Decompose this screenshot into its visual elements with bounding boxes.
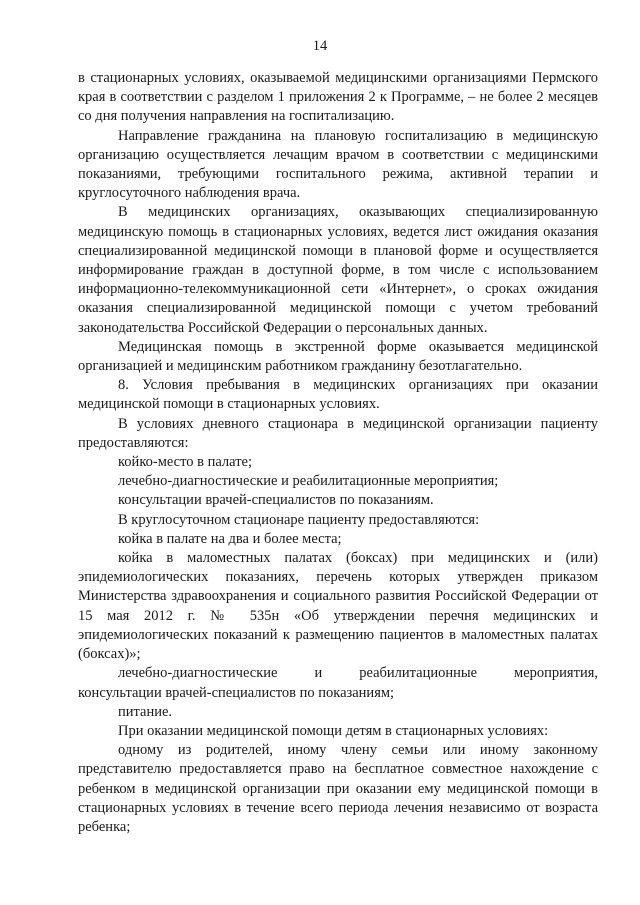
paragraph: 8. Условия пребывания в медицинских организациях при оказании медицинской помощи в стационарных условиях.	[78, 377, 598, 413]
paragraph: койко-место в палате;	[118, 454, 253, 471]
paragraph: При оказании медицинской помощи детям в стационарных условиях:	[118, 722, 549, 739]
paragraph: Направление гражданина на плановую госпитализацию в медицинскую организацию осуществляется лечащим врачом в соответствии с медицинскими показаниями, требующими госпитального режима, активной терапии и круглосуточного наблюдения врача.	[78, 127, 598, 202]
paragraph: лечебно-диагностические и реабилитационные мероприятия;	[118, 473, 499, 490]
paragraph: койка в палате на два и более места;	[118, 530, 342, 547]
page-number: 14	[312, 38, 328, 54]
paragraph: В условиях дневного стационара в медицинской организации пациенту предоставляются:	[78, 415, 598, 451]
paragraph: койка в маломестных палатах (боксах) при медицинских и (или) эпидемиологических показаниях, перечень которых утвержден приказом Министерства здравоохранения и социального развития Российской Федерации от 15 мая 2012 г. № 535н «Об утверждении перечня медицинских и эпидемиологических показаний к размещению пациентов в маломестных палатах (боксах)»;	[78, 550, 598, 663]
paragraph: в стационарных условиях, оказываемой медицинскими организациями Пермского края в соответствии с разделом 1 приложения 2 к Программе, – не более 2 месяцев со дня получения направления на госпитализацию.	[78, 70, 598, 125]
paragraph: консультации врачей-специалистов по показаниям;	[78, 684, 395, 701]
paragraph: Медицинская помощь в экстренной форме оказывается медицинской организацией и медицинским работником гражданину безотлагательно.	[78, 338, 598, 375]
paragraph: В медицинских организациях, оказывающих специализированную медицинскую помощь в стационарных условиях, ведется лист ожидания оказания специализированной медицинской помощи в плановой форме и осуществляется информирование граждан в доступной форме, в том числе с использованием информационно-телекоммуникационной сети «Интернет», о сроках ожидания оказания специализированной медицинской помощи с учетом требований законодательства Российской Федерации о персональных данных.	[78, 204, 598, 336]
paragraph: консультации врачей-специалистов по показаниям.	[118, 492, 434, 509]
document-body	[78, 69, 598, 837]
paragraph: В круглосуточном стационаре пациенту предоставляются:	[118, 511, 480, 528]
paragraph: лечебно-диагностические и реабилитационные мероприятия,	[118, 665, 598, 682]
paragraph: питание.	[118, 703, 173, 720]
paragraph: одному из родителей, иному члену семьи или иному законному представителю предоставляется право на бесплатное совместное нахождение с ребенком в медицинской организации при оказании ему медицинской помощи в стационарных условиях в течение всего периода лечения независимо от возраста ребенка;	[78, 742, 598, 835]
